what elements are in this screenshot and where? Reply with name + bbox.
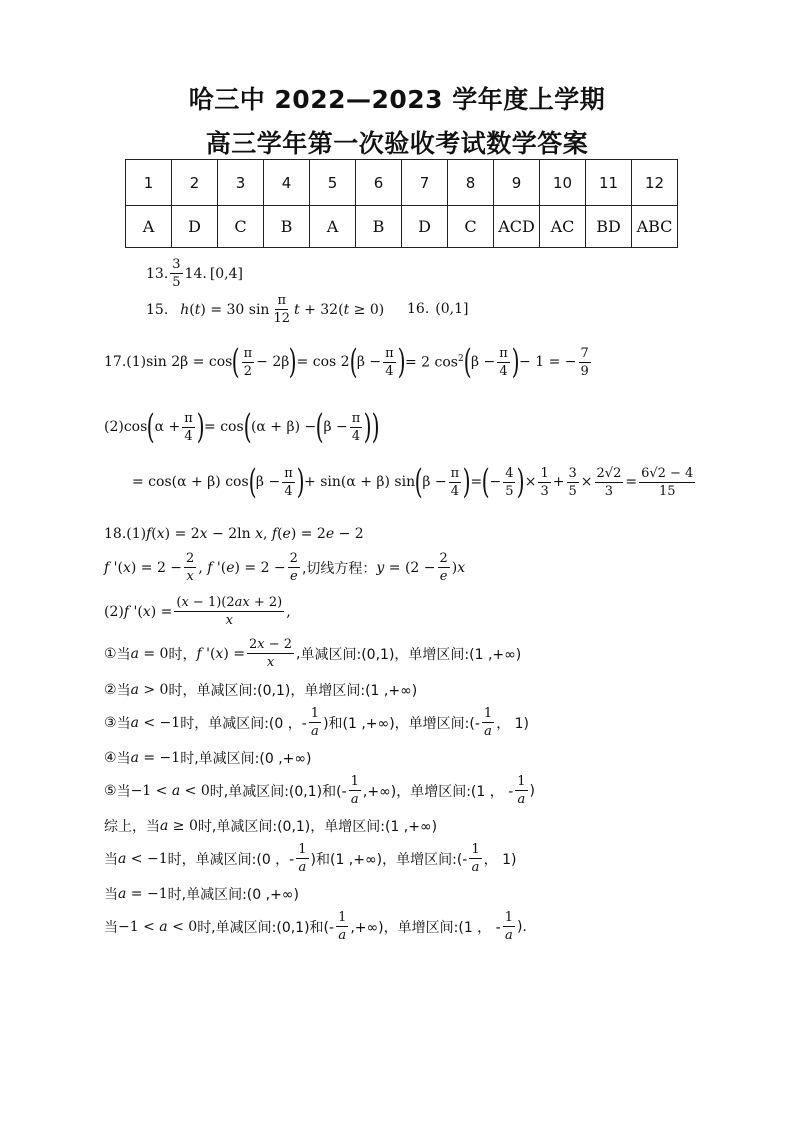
q13-numerator: 3 bbox=[172, 257, 181, 272]
answer-15 bbox=[146, 294, 384, 325]
q16-label: 16. bbox=[407, 301, 430, 317]
q18-part2: (2) f '(x) = $\frac{(x - 1)(2ax + 2)}{x}$ , bbox=[104, 595, 291, 628]
answer-number-cell: 6 bbox=[356, 160, 402, 206]
q18-case-2: ② 当 a > 0 时， 单减区间:(0,1)，单增区间:(1 ,+∞) bbox=[104, 682, 418, 699]
q13-label: 13. bbox=[146, 265, 169, 282]
answer-13-14 bbox=[146, 258, 243, 289]
page-title: 哈三中 2022—2023 学年度上学期 bbox=[188, 85, 606, 114]
answer-letter-cell: C bbox=[218, 206, 264, 248]
answer-number-cell: 3 bbox=[218, 160, 264, 206]
q17-answer1: $\frac{7}{9}$ bbox=[580, 345, 589, 379]
answer-letter-cell: B bbox=[264, 206, 310, 248]
q17-part2-label: (2) bbox=[104, 419, 124, 435]
case-mark: ③ bbox=[104, 714, 117, 731]
answer-number-cell: 9 bbox=[494, 160, 540, 206]
answer-letter-cell: D bbox=[172, 206, 218, 248]
q18-case-1: ① 当 a = 0 时， f '(x) = $\frac{2x - 2}{x}$ , 单减区间:(0,1)，单增区间:(1 ,+∞) bbox=[104, 637, 522, 670]
case-text: 单减区间:(0,1)，单增区间:(1 ,+∞) bbox=[300, 646, 522, 663]
answer-number-cell: 7 bbox=[402, 160, 448, 206]
q17-part2: (2) cos ( α + $\frac{\pi}{4}$ ) = cos ( (α + β) − ( β − $\frac{\pi}{4}$ ) ) bbox=[104, 407, 380, 447]
answer-letter-cell: ACD bbox=[494, 206, 540, 248]
q14-answer: [0,4] bbox=[209, 265, 244, 282]
q18-part2-label: (2) bbox=[104, 603, 124, 620]
q18-summary-2: 当 a < −1 时，单减区间:(0 ，- $\frac{1}{a}$ )和(1 ,+∞)，单增区间:(- $\frac{1}{a}$ ， 1) bbox=[104, 842, 517, 875]
q16-answer: (0,1] bbox=[435, 301, 469, 317]
page-subtitle: 高三学年第一次验收考试数学答案 bbox=[205, 129, 589, 158]
case-mark: ② bbox=[104, 682, 117, 698]
q18-part1-label: (1) bbox=[126, 526, 147, 542]
q15-formula: h(t) = 30 sin bbox=[180, 301, 270, 318]
q17-part1-label: (1) bbox=[126, 354, 147, 370]
answer-table-answers-row bbox=[126, 206, 678, 248]
answer-number-cell: 10 bbox=[540, 160, 586, 206]
q13-answer bbox=[170, 258, 182, 289]
q18-summary-1: 综上， 当 a ≥ 0 时, 单减区间:(0,1)，单增区间:(1 ,+∞) bbox=[104, 818, 438, 835]
summary-text: 单减区间:(0 ,+∞) bbox=[186, 887, 299, 903]
case-mark: ① bbox=[104, 645, 117, 662]
answer-letter-cell: B bbox=[356, 206, 402, 248]
q17-part2-line2: = cos(α + β) cos ( β − $\frac{\pi}{4}$ ) + sin(α + β) sin ( β − $\frac{\pi}{4}$ ) = ( − $\frac{4}{5}$ ) × $\frac{1}{3}$ + $\frac{3}{5}$ × $\frac{2√2}{3}$ = $\frac{6√2 - 4}{15}$ bbox=[132, 462, 694, 502]
answer-letter-cell: D bbox=[402, 206, 448, 248]
q15-formula-tail: t + 32(t ≥ 0) bbox=[294, 301, 385, 318]
q15-fraction: $\frac{\pi}{12}$ bbox=[273, 293, 290, 326]
answer-letter-cell: BD bbox=[586, 206, 632, 248]
q18-summary-3: 当 a = −1 时, 单减区间:(0 ,+∞) bbox=[104, 886, 299, 903]
answer-number-cell: 5 bbox=[310, 160, 356, 206]
answer-number-cell: 11 bbox=[586, 160, 632, 206]
answer-16 bbox=[407, 301, 468, 317]
q18-tangent-label: ,切线方程： bbox=[301, 560, 377, 577]
answer-letter-cell: A bbox=[126, 206, 172, 248]
q18-label: 18. bbox=[104, 526, 127, 542]
answer-table bbox=[125, 159, 678, 248]
answer-number-cell: 1 bbox=[126, 160, 172, 206]
answer-letter-cell: A bbox=[310, 206, 356, 248]
summary-label: 综上， bbox=[104, 819, 146, 835]
answer-number-cell: 2 bbox=[172, 160, 218, 206]
case-mark: ④ bbox=[104, 750, 117, 766]
q14-label: 14. bbox=[184, 265, 207, 282]
q15-label: 15. bbox=[146, 301, 169, 318]
q18-case-3: ③ 当 a < −1 时，单减区间:(0 ，- $\frac{1}{a}$ )和(1 ,+∞)，单增区间:(- $\frac{1}{a}$ ， 1) bbox=[104, 706, 530, 739]
q18-summary-4: 当 −1 < a < 0 时,单减区间:(0,1)和(- $\frac{1}{a}$ ,+∞)，单增区间:(1 ， - $\frac{1}{a}$ ). bbox=[104, 910, 527, 943]
q17-label: 17. bbox=[104, 354, 127, 370]
summary-text: 单减区间:(0,1)，单增区间:(1 ,+∞) bbox=[216, 819, 438, 835]
answer-letter-cell: ABC bbox=[632, 206, 678, 248]
q18-case-5: ⑤ 当 −1 < a < 0 时,单减区间:(0,1)和(- $\frac{1}{a}$ ,+∞)，单增区间:(1 ， - $\frac{1}{a}$ ) bbox=[104, 774, 535, 807]
q18-case-4: ④ 当 a = −1 时, 单减区间:(0 ,+∞) bbox=[104, 750, 312, 767]
case-text: 单减区间:(0,1)，单增区间:(1 ,+∞) bbox=[196, 683, 418, 699]
q18-part1: 18. (1) f(x) = 2x − 2ln x, f(e) = 2e − 2 bbox=[104, 526, 364, 542]
case-text: 单减区间:(0 ,+∞) bbox=[198, 751, 312, 767]
q13-denominator: 5 bbox=[172, 275, 181, 290]
q18-tangent: f '(x) = 2 − $\frac{2}{x}$ , f '(e) = 2 − $\frac{2}{e}$ ,切线方程： y = (2 − $\frac{2}{e}$ )x bbox=[104, 551, 466, 584]
case-mark: ⑤ bbox=[104, 782, 117, 799]
answer-letter-cell: AC bbox=[540, 206, 586, 248]
answer-number-cell: 4 bbox=[264, 160, 310, 206]
answer-letter-cell: C bbox=[448, 206, 494, 248]
q17-part1: 17. (1) sin 2β = cos ( $\frac{\pi}{2}$ − 2β ) = cos 2 ( β − $\frac{\pi}{4}$ ) = 2 $\cos^2$ ( β − $\frac{\pi}{4}$ ) − 1 = − $\frac{7}{9}$ bbox=[104, 342, 589, 382]
q17-answer2: $\frac{6√2 - 4}{15}$ bbox=[641, 465, 694, 499]
answer-table-numbers-row bbox=[126, 160, 678, 206]
answer-number-cell: 8 bbox=[448, 160, 494, 206]
answer-number-cell: 12 bbox=[632, 160, 678, 206]
